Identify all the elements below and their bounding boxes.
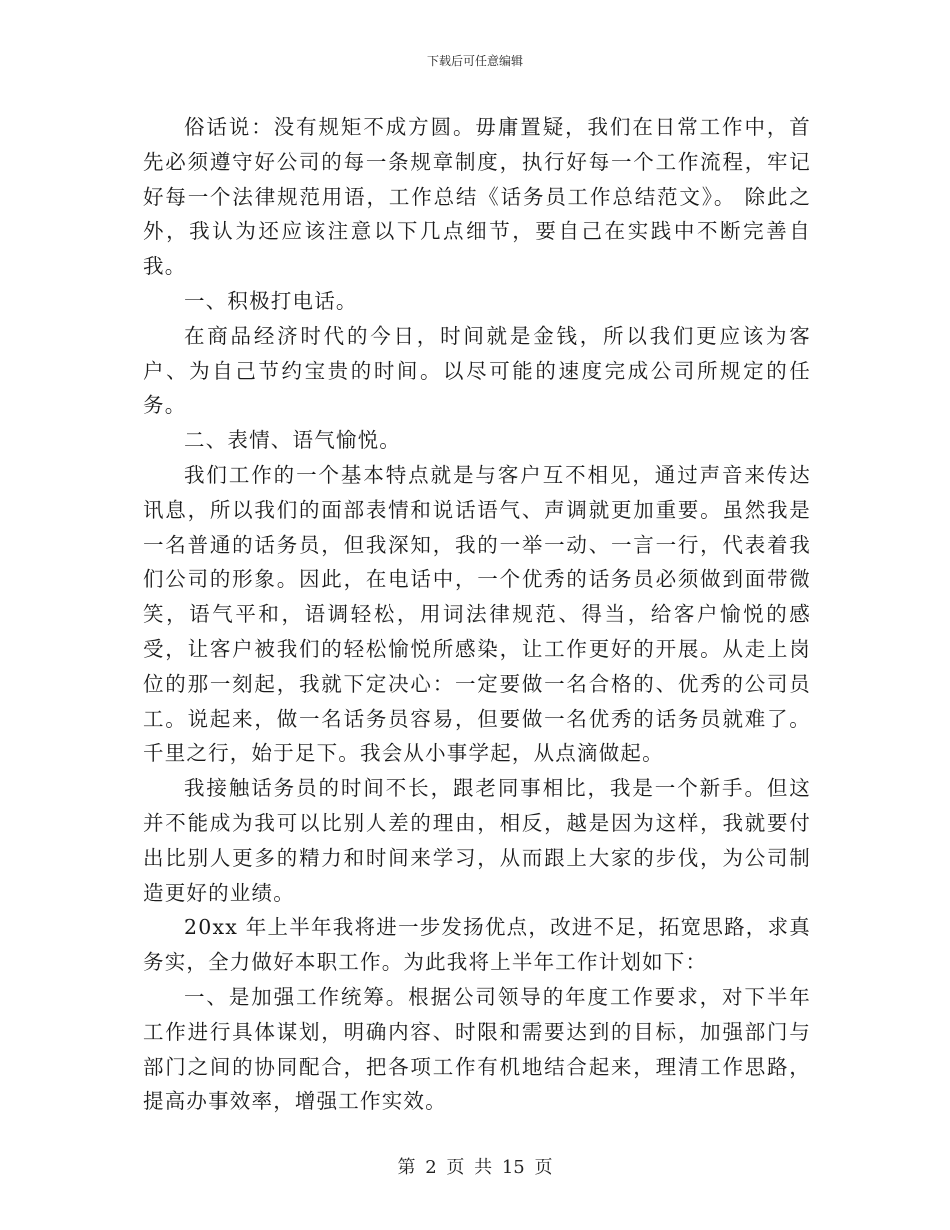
paragraph: 20xx 年上半年我将进一步发扬优点，改进不足，拓宽思路，求真务实，全力做好本职工作。为此我将上半年工作计划如下：: [143, 915, 811, 975]
page-number-footer: 第 2 页 共 15 页: [397, 1157, 553, 1178]
document-body: [143, 110, 811, 1119]
paragraph: 我接触话务员的时间不长，跟老同事相比，我是一个新手。但这并不能成为我可以比别人差的理由，相反，越是因为这样，我就要付出比别人更多的精力和时间来学习，从而跟上大家的步伐，为公司制造更好的业绩。: [143, 776, 811, 905]
section-heading: 一、积极打电话。: [184, 288, 358, 313]
paragraph: 在商品经济时代的今日，时间就是金钱，所以我们更应该为客户、为自己节约宝贵的时间。以尽可能的速度完成公司所规定的任务。: [143, 323, 811, 418]
paragraph: 一、是加强工作统筹。根据公司领导的年度工作要求，对下半年工作进行具体谋划，明确内容、时限和需要达到的目标，加强部门与部门之间的协同配合，把各项工作有机地结合起来，理清工作思路，提高办事效率，增强工作实效。: [143, 984, 811, 1114]
paragraph: 我们工作的一个基本特点就是与客户互不相见，通过声音来传达讯息，所以我们的面部表情和说话语气、声调就更加重要。虽然我是一名普通的话务员，但我深知，我的一举一动、一言一行，代表着我们公司的形象。因此，在电话中，一个优秀的话务员必须做到面带微笑，语气平和，语调轻松，用词法律规范、得当，给客户愉悦的感受，让客户被我们的轻松愉悦所感染，让工作更好的开展。从走上岗位的那一刻起，我就下定决心：一定要做一名合格的、优秀的公司员工。说起来，做一名话务员容易，但要做一名优秀的话务员就难了。千里之行，始于足下。我会从小事学起，从点滴做起。: [143, 462, 811, 766]
page-header: 下载后可任意编辑: [426, 54, 523, 68]
section-heading: 二、表情、语气愉悦。: [184, 428, 401, 453]
paragraph: 俗话说：没有规矩不成方圆。毋庸置疑，我们在日常工作中，首先必须遵守好公司的每一条规章制度，执行好每一个工作流程，牢记好每一个法律规范用语，工作总结《话务员工作总结范文》。 除此之外，我认为还应该注意以下几点细节，要自己在实践中不断完善自我。: [143, 115, 811, 279]
